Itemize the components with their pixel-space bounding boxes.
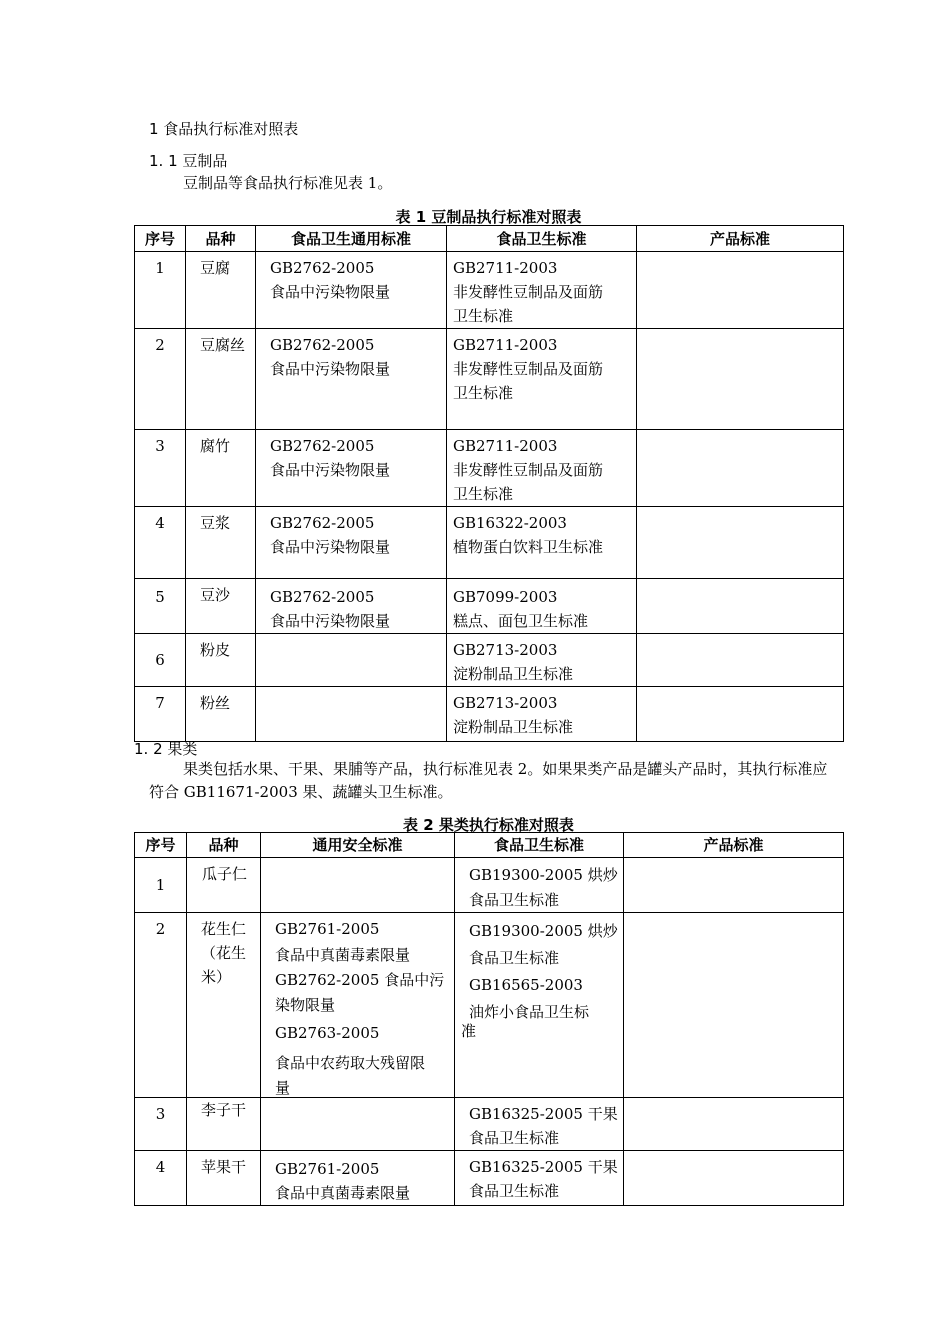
table-row	[135, 579, 844, 634]
section-intro-1: 豆制品等食品执行标准见表 1。	[183, 174, 393, 192]
col-header-general-standard: 食品卫生通用标准	[256, 226, 447, 252]
hygiene-standard: GB16325-2005 干果 食品卫生标准	[455, 1151, 624, 1206]
table-row	[135, 687, 844, 742]
row-number: 3	[135, 430, 186, 507]
variety-name: 苹果干	[187, 1151, 261, 1206]
variety-name: 豆腐丝	[186, 329, 256, 430]
general-standard	[256, 687, 447, 742]
product-standard	[637, 579, 844, 634]
col-header-variety: 品种	[187, 833, 261, 858]
table-row	[135, 1098, 844, 1151]
hygiene-standard: GB2713-2003 淀粉制品卫生标准	[447, 634, 637, 687]
row-number: 4	[135, 507, 186, 579]
row-number: 5	[135, 579, 186, 634]
table-caption-2: 表 2 果类执行标准对照表	[403, 816, 574, 834]
variety-name: 粉皮	[186, 634, 256, 687]
row-number: 1	[135, 252, 186, 329]
table-2	[134, 832, 844, 1206]
variety-name: 豆浆	[186, 507, 256, 579]
row-number: 4	[135, 1151, 187, 1206]
product-standard	[624, 913, 844, 1098]
product-standard	[637, 430, 844, 507]
col-header-hygiene-standard: 食品卫生标准	[455, 833, 624, 858]
table-row	[135, 1151, 844, 1206]
product-standard	[637, 252, 844, 329]
general-standard: GB2762-2005 食品中污染物限量	[256, 507, 447, 579]
variety-name: 李子干	[187, 1098, 261, 1151]
col-header-no: 序号	[135, 833, 187, 858]
col-header-hygiene-standard: 食品卫生标准	[447, 226, 637, 252]
table-row	[135, 252, 844, 329]
col-header-general-standard: 通用安全标准	[261, 833, 455, 858]
row-number: 2	[135, 329, 186, 430]
table-row	[135, 858, 844, 913]
variety-name: 瓜子仁	[187, 858, 261, 913]
hygiene-standard: GB16325-2005 干果 食品卫生标准	[455, 1098, 624, 1151]
product-standard	[637, 329, 844, 430]
col-header-product-standard: 产品标准	[637, 226, 844, 252]
variety-name: 豆沙	[186, 579, 256, 634]
general-standard: GB2762-2005 食品中污染物限量	[256, 430, 447, 507]
product-standard	[637, 634, 844, 687]
hygiene-standard: GB2711-2003 非发酵性豆制品及面筋 卫生标准	[447, 252, 637, 329]
col-header-no: 序号	[135, 226, 186, 252]
general-standard: GB2762-2005 食品中污染物限量	[256, 579, 447, 634]
product-standard	[624, 858, 844, 913]
row-number: 3	[135, 1098, 187, 1151]
col-header-product-standard: 产品标准	[624, 833, 844, 858]
col-header-variety: 品种	[186, 226, 256, 252]
row-number: 7	[135, 687, 186, 742]
section-heading-1: 1. 1 豆制品	[149, 152, 228, 170]
section-heading-2: 1. 2 果类	[134, 740, 198, 758]
row-number: 6	[135, 634, 186, 687]
table-header-row	[135, 833, 844, 858]
hygiene-standard: GB16322-2003 植物蛋白饮料卫生标准	[447, 507, 637, 579]
table-row	[135, 329, 844, 430]
table-row	[135, 913, 844, 1098]
section-intro-2: 果类包括水果、干果、果脯等产品，执行标准见表 2。如果果类产品是罐头产品时，其执行标准应符合 GB11671-2003 果、蔬罐头卫生标准。	[149, 760, 828, 801]
hygiene-standard: GB19300-2005 烘炒 食品卫生标准	[455, 858, 624, 913]
variety-name: 花生仁 （花生 米）	[187, 913, 261, 1098]
hygiene-standard: GB2711-2003 非发酵性豆制品及面筋 卫生标准	[447, 329, 637, 430]
hygiene-standard: GB2713-2003 淀粉制品卫生标准	[447, 687, 637, 742]
hygiene-standard: GB19300-2005 烘炒 食品卫生标准 GB16565-2003 油炸小食品卫生标 准	[455, 913, 624, 1098]
product-standard	[637, 687, 844, 742]
general-standard: GB2762-2005 食品中污染物限量	[256, 329, 447, 430]
table-row	[135, 430, 844, 507]
variety-name: 粉丝	[186, 687, 256, 742]
table-row	[135, 507, 844, 579]
table-header-row	[135, 226, 844, 252]
general-standard: GB2761-2005 食品中真菌毒素限量 GB2762-2005 食品中污 染物限量 GB2763-2005 食品中农药取大残留限 量	[261, 913, 455, 1098]
row-number: 2	[135, 913, 187, 1098]
general-standard: GB2762-2005 食品中污染物限量	[256, 252, 447, 329]
general-standard	[256, 634, 447, 687]
variety-name: 豆腐	[186, 252, 256, 329]
table-caption-1: 表 1 豆制品执行标准对照表	[395, 208, 582, 226]
product-standard	[624, 1098, 844, 1151]
general-standard: GB2761-2005 食品中真菌毒素限量	[261, 1151, 455, 1206]
product-standard	[637, 507, 844, 579]
product-standard	[624, 1151, 844, 1206]
table-row	[135, 634, 844, 687]
table-1	[134, 225, 844, 742]
hygiene-standard: GB2711-2003 非发酵性豆制品及面筋 卫生标准	[447, 430, 637, 507]
document-title: 1 食品执行标准对照表	[149, 120, 299, 138]
general-standard	[261, 1098, 455, 1151]
variety-name: 腐竹	[186, 430, 256, 507]
row-number: 1	[135, 858, 187, 913]
general-standard	[261, 858, 455, 913]
hygiene-standard: GB7099-2003 糕点、面包卫生标准	[447, 579, 637, 634]
